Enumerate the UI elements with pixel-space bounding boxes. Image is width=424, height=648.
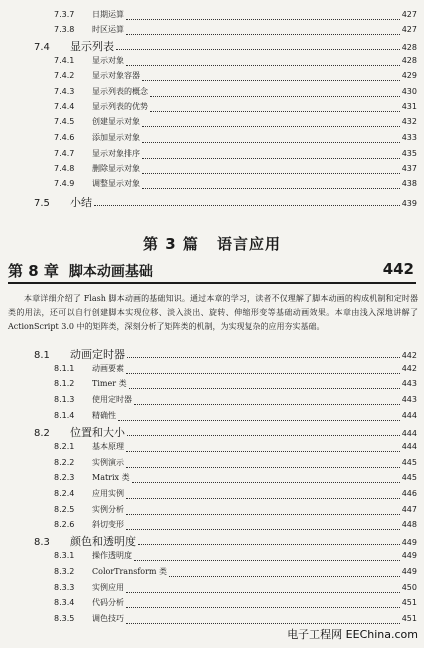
dot-leader <box>126 450 400 452</box>
entry-title: 删除显示对象 <box>92 164 140 173</box>
dot-leader <box>138 543 400 545</box>
entry-page: 428 <box>401 56 417 65</box>
dot-leader <box>116 48 400 50</box>
entry-title: 显示对象排序 <box>92 149 140 158</box>
dot-leader <box>142 125 400 127</box>
toc-entry <box>54 363 417 377</box>
toc-section <box>34 194 417 210</box>
entry-page: 427 <box>401 25 417 34</box>
entry-number: 8.2.1 <box>54 442 75 451</box>
toc-entry <box>54 132 417 146</box>
entry-number: 7.4.2 <box>54 71 75 80</box>
dot-leader <box>126 606 400 608</box>
chapter-title: 脚本动画基础 <box>68 264 153 280</box>
entry-title: 应用实例 <box>92 489 124 498</box>
dot-leader <box>126 64 400 66</box>
entry-page: 451 <box>401 598 417 607</box>
toc-entry <box>54 488 417 502</box>
toc-entry <box>54 9 417 23</box>
entry-page: 438 <box>401 179 417 188</box>
entry-page: 435 <box>401 149 417 158</box>
entry-number: 8.3.3 <box>54 583 75 592</box>
entry-title: 位置和大小 <box>70 426 125 439</box>
entry-number: 8.2.6 <box>54 520 75 529</box>
entry-page: 445 <box>401 458 417 467</box>
entry-page: 428 <box>401 43 417 52</box>
entry-page: 445 <box>401 473 417 482</box>
entry-number: 8.3 <box>34 537 50 548</box>
entry-title: 精确性 <box>92 411 116 420</box>
entry-title: 显示列表 <box>70 40 114 53</box>
chapter-number: 第 8 章 <box>8 262 59 280</box>
entry-page: 437 <box>401 164 417 173</box>
entry-title: 调色技巧 <box>92 614 124 623</box>
entry-page: 442 <box>401 364 417 373</box>
toc-entry <box>54 148 417 162</box>
entry-title: 动画定时器 <box>70 348 125 361</box>
entry-page: 432 <box>401 117 417 126</box>
toc-entry <box>54 70 417 84</box>
entry-title: 显示对象容器 <box>92 71 140 80</box>
toc-entry <box>54 101 417 115</box>
toc-entry <box>54 410 417 424</box>
toc-entry <box>54 550 417 564</box>
entry-number: 8.2.4 <box>54 489 75 498</box>
entry-page: 449 <box>401 567 417 576</box>
entry-number: 8.1.3 <box>54 395 75 404</box>
entry-number: 7.4.7 <box>54 149 75 158</box>
entry-title: ColorTransform 类 <box>92 567 168 576</box>
entry-title: 操作透明度 <box>92 551 132 560</box>
toc-entry <box>54 519 417 533</box>
dot-leader <box>126 591 400 593</box>
dot-leader <box>150 110 400 112</box>
entry-number: 7.3.7 <box>54 10 75 19</box>
toc-entry <box>54 116 417 130</box>
dot-leader <box>126 528 400 530</box>
entry-number: 7.4.1 <box>54 56 75 65</box>
dot-leader <box>142 79 400 81</box>
entry-page: 443 <box>401 395 417 404</box>
entry-title: 添加显示对象 <box>92 133 140 142</box>
dot-leader <box>126 466 400 468</box>
entry-title: 颜色和透明度 <box>70 535 136 548</box>
entry-number: 8.3.1 <box>54 551 75 560</box>
toc-entry <box>54 582 417 596</box>
entry-page: 446 <box>401 489 417 498</box>
entry-number: 8.2.2 <box>54 458 75 467</box>
toc-section <box>34 346 417 362</box>
dot-leader <box>118 419 400 421</box>
entry-number: 7.4.4 <box>54 102 75 111</box>
entry-number: 7.5 <box>34 198 50 209</box>
entry-page: 443 <box>401 379 417 388</box>
entry-page: 433 <box>401 133 417 142</box>
entry-number: 8.3.2 <box>54 567 75 576</box>
toc-section <box>34 533 417 549</box>
entry-page: 439 <box>401 199 417 208</box>
entry-title: 实例分析 <box>92 505 124 514</box>
entry-page: 451 <box>401 614 417 623</box>
dot-leader <box>134 403 400 405</box>
chapter-page: 442 <box>382 260 414 278</box>
dot-leader <box>142 157 400 159</box>
toc-entry <box>54 55 417 69</box>
part-label: 第 3 篇 <box>143 235 199 253</box>
dot-leader <box>126 372 400 374</box>
entry-number: 7.4.6 <box>54 133 75 142</box>
entry-title: 实例应用 <box>92 583 124 592</box>
dot-leader <box>126 18 400 20</box>
toc-entry <box>54 472 417 486</box>
entry-number: 8.3.4 <box>54 598 75 607</box>
dot-leader <box>126 33 400 35</box>
entry-number: 8.2 <box>34 428 50 439</box>
toc-entry <box>54 597 417 611</box>
entry-number: 7.4.9 <box>54 179 75 188</box>
toc-entry <box>54 378 417 392</box>
chapter-intro: 本章详细介绍了 Flash 脚本动画的基础知识。通过本章的学习，读者不仅理解了脚本动画的构成机制和定时器类的用法，还可以自行创建脚本实现位移、淡入淡出、旋转、伸缩形变等基础动画效果。本章由浅入深地讲解了 ActionScript 3.0 中的矩阵类，深刻分析了矩阵类的机制，为实现复杂的应用夯实基础。 <box>8 294 418 331</box>
toc-entry <box>54 566 417 580</box>
dot-leader <box>142 172 400 174</box>
toc-entry <box>54 163 417 177</box>
toc-entry <box>54 178 417 192</box>
entry-page: 431 <box>401 102 417 111</box>
toc-entry <box>54 504 417 518</box>
dot-leader <box>150 95 400 97</box>
dot-leader <box>126 513 400 515</box>
entry-number: 8.1 <box>34 350 50 361</box>
entry-number: 7.4.8 <box>54 164 75 173</box>
dot-leader <box>127 434 400 436</box>
dot-leader <box>134 559 400 561</box>
entry-page: 430 <box>401 87 417 96</box>
entry-title: 时区运算 <box>92 25 124 34</box>
entry-title: 调整显示对象 <box>92 179 140 188</box>
entry-title: 代码分析 <box>92 598 124 607</box>
entry-number: 7.4.3 <box>54 87 75 96</box>
dot-leader <box>126 497 400 499</box>
entry-title: 小结 <box>70 196 92 209</box>
entry-title: 创建显示对象 <box>92 117 140 126</box>
entry-page: 429 <box>401 71 417 80</box>
entry-number: 8.1.2 <box>54 379 75 388</box>
entry-page: 448 <box>401 520 417 529</box>
toc-entry <box>54 24 417 38</box>
entry-page: 449 <box>401 551 417 560</box>
entry-page: 449 <box>401 538 417 547</box>
part-title <box>0 233 424 254</box>
entry-title: 动画要素 <box>92 364 124 373</box>
entry-title: 使用定时器 <box>92 395 132 404</box>
entry-title: 显示对象 <box>92 56 124 65</box>
entry-page: 447 <box>401 505 417 514</box>
dot-leader <box>126 622 400 624</box>
entry-number: 7.4 <box>34 42 50 53</box>
entry-title: 显示列表的优势 <box>92 102 148 111</box>
toc-entry <box>54 457 417 471</box>
entry-title: 显示列表的概念 <box>92 87 148 96</box>
entry-title: Timer 类 <box>92 379 127 388</box>
entry-title: 实例演示 <box>92 458 124 467</box>
entry-title: 基本原理 <box>92 442 124 451</box>
entry-title: 日期运算 <box>92 10 124 19</box>
toc-entry <box>54 441 417 455</box>
dot-leader <box>142 141 400 143</box>
entry-page: 444 <box>401 411 417 420</box>
dot-leader <box>169 575 400 577</box>
entry-number: 8.2.5 <box>54 505 75 514</box>
dot-leader <box>94 204 400 206</box>
entry-number: 7.3.8 <box>54 25 75 34</box>
entry-title: Matrix 类 <box>92 473 130 482</box>
entry-page: 444 <box>401 429 417 438</box>
entry-page: 450 <box>401 583 417 592</box>
entry-page: 442 <box>401 351 417 360</box>
dot-leader <box>142 187 400 189</box>
toc-entry <box>54 613 417 627</box>
toc-section <box>34 424 417 440</box>
toc-entry <box>54 394 417 408</box>
chapter-heading <box>8 260 416 284</box>
part-name: 语言应用 <box>216 235 281 253</box>
entry-number: 7.4.5 <box>54 117 75 126</box>
dot-leader <box>127 356 400 358</box>
entry-number: 8.2.3 <box>54 473 75 482</box>
entry-title: 斜切变形 <box>92 520 124 529</box>
dot-leader <box>132 481 400 483</box>
entry-number: 8.1.4 <box>54 411 75 420</box>
site-watermark: 电子工程网 EEChina.com <box>287 628 418 641</box>
entry-number: 8.1.1 <box>54 364 75 373</box>
entry-page: 427 <box>401 10 417 19</box>
toc-entry <box>54 86 417 100</box>
entry-page: 444 <box>401 442 417 451</box>
entry-number: 8.3.5 <box>54 614 75 623</box>
dot-leader <box>129 387 400 389</box>
toc-section <box>34 38 417 54</box>
